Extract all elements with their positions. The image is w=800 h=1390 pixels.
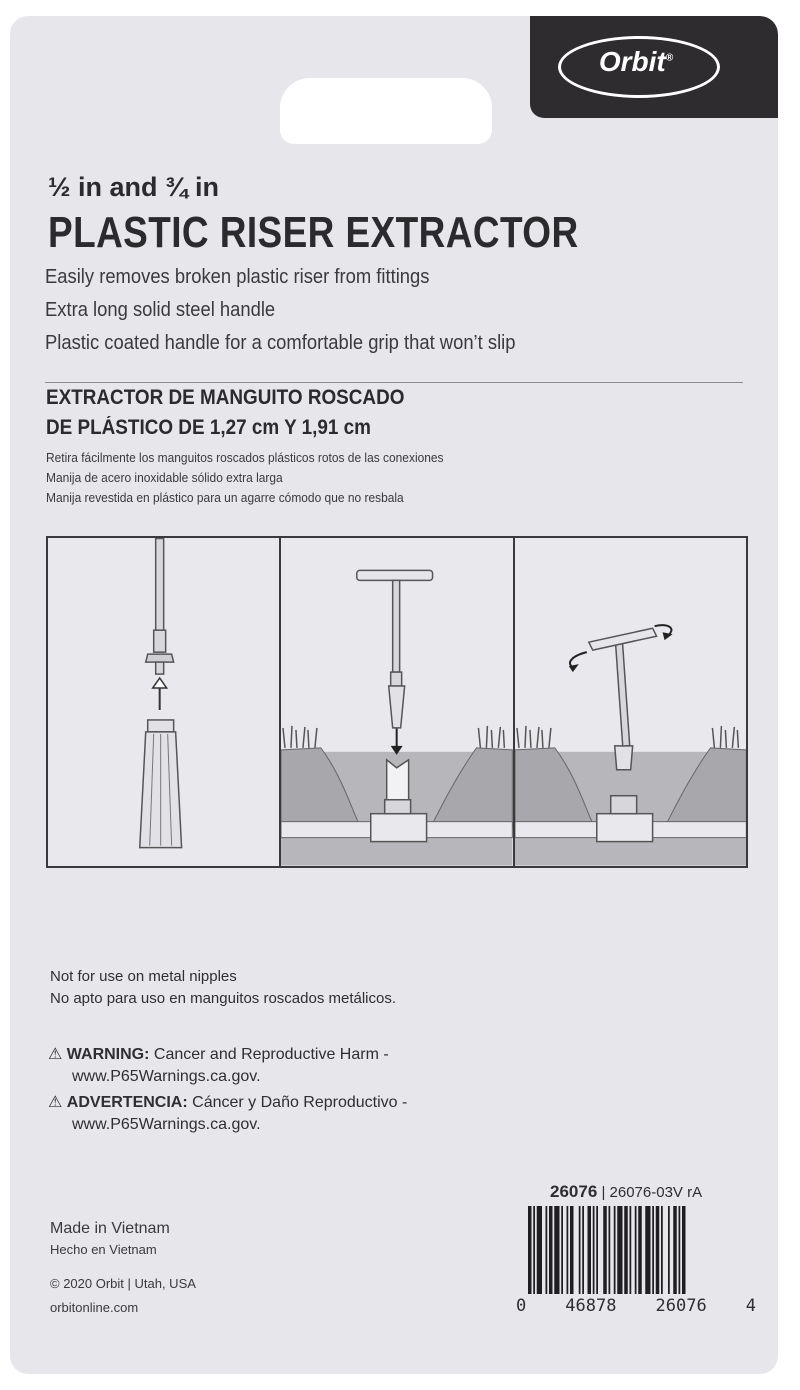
brand-logo-tab	[530, 16, 778, 118]
barcode-bar	[603, 1206, 607, 1294]
barcode-bar	[656, 1206, 660, 1294]
warning-en-url: www.P65Warnings.ca.gov.	[72, 1068, 261, 1085]
barcode-digits-right: 26076	[655, 1296, 707, 1316]
note-en: Not for use on metal nipples	[50, 968, 237, 985]
brand-logo	[530, 46, 742, 78]
barcode-bar	[528, 1206, 532, 1294]
barcode-bar	[679, 1206, 681, 1294]
barcode-bar	[668, 1206, 670, 1294]
barcode-bar	[682, 1206, 686, 1294]
feature-es-2: Manija de acero inoxidable sólido extra larga	[46, 470, 283, 485]
barcode-bar	[546, 1206, 548, 1294]
barcode-bar	[561, 1206, 563, 1294]
barcode-bar	[661, 1206, 663, 1294]
feature-en-3: Plastic coated handle for a comfortable grip that won’t slip	[45, 332, 516, 354]
warning-en-label: WARNING:	[66, 1046, 150, 1063]
made-in-es: Hecho en Vietnam	[50, 1242, 157, 1257]
barcode-bar	[554, 1206, 559, 1294]
diagram-step-3	[515, 538, 746, 866]
warning-icon: ⚠	[48, 1046, 63, 1063]
warning-es-label: ADVERTENCIA:	[66, 1094, 188, 1111]
insert-extractor-illustration	[281, 538, 512, 866]
barcode-bar	[567, 1206, 569, 1294]
brand-name: Orbit	[598, 46, 666, 77]
barcode-bar	[614, 1206, 616, 1294]
feature-es-1: Retira fácilmente los manguitos roscados plásticos rotos de las conexiones	[46, 450, 444, 465]
warning-es-url: www.P65Warnings.ca.gov.	[72, 1116, 261, 1133]
barcode-bar	[570, 1206, 574, 1294]
instruction-diagram	[46, 536, 748, 868]
product-code-separator: |	[601, 1184, 606, 1201]
product-title: PLASTIC RISER EXTRACTOR	[48, 208, 579, 257]
barcode-digit-first: 0	[516, 1296, 527, 1316]
copyright: © 2020 Orbit | Utah, USA	[50, 1276, 196, 1291]
product-code-main: 26076	[550, 1182, 598, 1201]
barcode-bar	[533, 1206, 535, 1294]
barcode-digit-last: 4	[745, 1296, 756, 1316]
barcode-bar	[588, 1206, 592, 1294]
barcode-bar	[537, 1206, 542, 1294]
barcode-bar	[673, 1206, 677, 1294]
barcode-bar	[582, 1206, 584, 1294]
barcode-bar	[652, 1206, 654, 1294]
made-in-en: Made in Vietnam	[50, 1220, 170, 1237]
product-size: ½ in and ¾ in	[48, 172, 220, 202]
hang-hole	[280, 78, 492, 144]
barcode-bar	[609, 1206, 611, 1294]
diagram-step-2	[281, 538, 514, 866]
warning-es-text: Cáncer y Daño Reproductivo -	[192, 1094, 408, 1111]
barcode-bar	[596, 1206, 598, 1294]
warning-en-text: Cancer and Reproductive Harm -	[153, 1046, 389, 1063]
barcode-bar	[549, 1206, 553, 1294]
product-code	[550, 1182, 702, 1202]
upc-barcode	[524, 1206, 744, 1306]
feature-en-1: Easily removes broken plastic riser from fittings	[45, 266, 430, 288]
barcode-bar	[579, 1206, 581, 1294]
warning-icon: ⚠	[48, 1094, 63, 1111]
product-code-revision: 26076-03V rA	[609, 1184, 703, 1201]
barcode-bar	[645, 1206, 650, 1294]
brand-reg-mark: ®	[665, 52, 674, 64]
barcode-bar	[635, 1206, 637, 1294]
feature-es-3: Manija revestida en plástico para un agarre cómodo que no resbala	[46, 490, 404, 505]
barcode-bar	[624, 1206, 628, 1294]
packaging-card	[10, 16, 778, 1374]
spanish-title-line1: EXTRACTOR DE MANGUITO ROSCADO	[46, 386, 405, 409]
extractor-assembly-illustration	[48, 538, 279, 866]
warning-en	[48, 1044, 389, 1064]
barcode-bar	[617, 1206, 622, 1294]
barcode-bar	[593, 1206, 595, 1294]
section-divider	[45, 382, 743, 383]
spanish-title-line2: DE PLÁSTICO DE 1,27 cm Y 1,91 cm	[46, 416, 371, 439]
twist-extractor-illustration	[515, 538, 746, 866]
website: orbitonline.com	[50, 1300, 139, 1315]
note-es: No apto para uso en manguitos roscados metálicos.	[50, 990, 397, 1007]
warning-es	[48, 1092, 407, 1112]
diagram-step-1	[48, 538, 281, 866]
barcode-digits-left: 46878	[565, 1296, 617, 1316]
barcode-digits	[516, 1296, 756, 1316]
barcode-bar	[630, 1206, 632, 1294]
feature-en-2: Extra long solid steel handle	[45, 299, 276, 321]
barcode-bar	[638, 1206, 642, 1294]
